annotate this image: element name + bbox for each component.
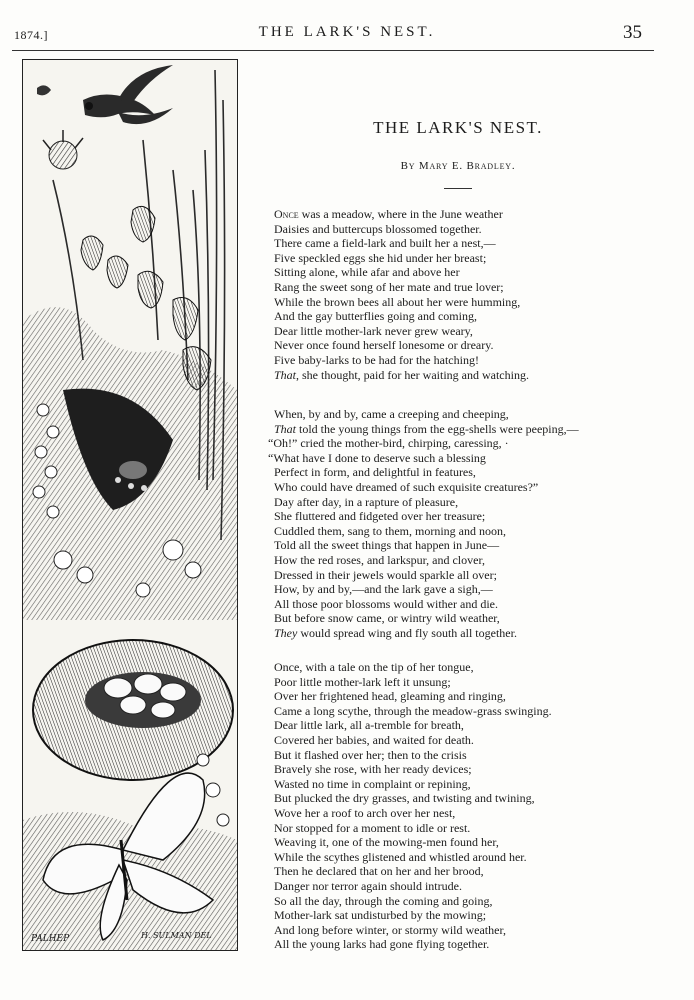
poem-line: That, she thought, paid for her waiting and watching. bbox=[274, 367, 529, 382]
poem-line: When, by and by, came a creeping and cheeping, bbox=[274, 407, 509, 421]
poem-line: Dressed in their jewels would sparkle all over; bbox=[274, 567, 497, 582]
poem-line: How the red roses, and larkspur, and clover, bbox=[274, 552, 485, 567]
running-title: THE LARK'S NEST. bbox=[258, 24, 436, 40]
poem-line: Day after day, in a rapture of pleasure, bbox=[274, 494, 459, 509]
poem-line: Dear little lark, all a-tremble for breath, bbox=[274, 718, 464, 733]
poem-line: They would spread wing and fly south all together. bbox=[274, 625, 517, 640]
poem-line: Covered her babies, and waited for death. bbox=[274, 732, 474, 747]
poem-line: Came a long scythe, through the meadow-grass swinging. bbox=[274, 703, 552, 718]
page-number: 35 bbox=[623, 22, 642, 43]
poem-line: There came a field-lark and built her a nest,— bbox=[274, 236, 496, 251]
poem-line: But plucked the dry grasses, and twisting and twining, bbox=[274, 791, 535, 806]
poem-line: Wasted no time in complaint or repining, bbox=[274, 776, 471, 791]
engraving-illustration bbox=[22, 59, 238, 951]
engraving-art bbox=[23, 60, 237, 950]
poem-line: And the gay butterflies going and coming, bbox=[274, 309, 477, 324]
poem-line: While the scythes glistened and whistled around her. bbox=[274, 849, 527, 864]
poem-line: Poor little mother-lark left it unsung; bbox=[274, 674, 451, 689]
poem-line: But before snow came, or wintry wild weather, bbox=[274, 611, 500, 626]
poem-title: THE LARK'S NEST. bbox=[373, 118, 543, 137]
poem-line: All the young larks had gone flying together. bbox=[274, 937, 490, 952]
poem-line: Once, with a tale on the tip of her tongue, bbox=[274, 660, 474, 674]
poem-line: “Oh!” cried the mother-bird, chirping, caressing, · bbox=[268, 436, 509, 451]
poem-line: “What have I done to deserve such a blessing bbox=[268, 450, 486, 465]
poem-content bbox=[248, 100, 668, 952]
stanza-2 bbox=[268, 407, 579, 641]
poem-line: While the brown bees all about her were humming, bbox=[274, 294, 521, 309]
page-header bbox=[0, 0, 694, 52]
poem-author: By Mary E. Bradley. bbox=[400, 160, 516, 172]
poem-line: All those poor blossoms would wither and die. bbox=[274, 596, 498, 611]
poem-line: Rang the sweet song of her mate and true lover; bbox=[274, 279, 504, 294]
poem-line: Perfect in form, and delightful in features, bbox=[274, 465, 476, 480]
poem-line: Wove her a roof to arch over her nest, bbox=[274, 805, 456, 820]
poem-line: Nor stopped for a moment to idle or rest. bbox=[274, 820, 471, 835]
stanza-1 bbox=[274, 207, 529, 382]
signature-right: H. SULMAN DEL bbox=[141, 931, 212, 940]
poem-line: That told the young things from the egg-shells were peeping,— bbox=[274, 421, 579, 436]
poem-line: Five speckled eggs she hid under her breast; bbox=[274, 250, 487, 265]
poem-line: Dear little mother-lark never grew weary, bbox=[274, 323, 473, 338]
poem-line: Never once found herself lonesome or dreary. bbox=[274, 338, 494, 353]
poem-line: Weaving it, one of the mowing-men found her, bbox=[274, 835, 499, 850]
poem-line: Danger nor terror again should intrude. bbox=[274, 878, 462, 893]
poem-line: And long before winter, or stormy wild weather, bbox=[274, 922, 506, 937]
poem-line: Over her frightened head, gleaming and ringing, bbox=[274, 689, 506, 704]
poem-line: Cuddled them, sang to them, morning and noon, bbox=[274, 523, 506, 538]
poem-line: She fluttered and fidgeted over her treasure; bbox=[274, 509, 486, 524]
header-date: 1874.] bbox=[14, 28, 48, 42]
poem-line: Once was a meadow, where in the June weather bbox=[274, 207, 503, 221]
poem-line: How, by and by,—and the lark gave a sigh,— bbox=[274, 582, 493, 597]
poem-line: So all the day, through the coming and going, bbox=[274, 893, 493, 908]
poem-line: Mother-lark sat undisturbed by the mowing; bbox=[274, 908, 487, 923]
poem-line: Bravely she rose, with her ready devices; bbox=[274, 762, 472, 777]
poem-line: Who could have dreamed of such exquisite creatures?” bbox=[274, 479, 539, 494]
poem-line: Then he declared that on her and her brood, bbox=[274, 864, 484, 879]
stanza-3 bbox=[274, 660, 552, 952]
poem-line: Five baby-larks to be had for the hatching! bbox=[274, 352, 479, 367]
poem-line: Told all the sweet things that happen in June— bbox=[274, 538, 500, 553]
signature-left: PALHEP bbox=[31, 934, 70, 944]
title-rule bbox=[444, 188, 472, 189]
poem-line: Daisies and buttercups blossomed together. bbox=[274, 221, 482, 236]
poem-line: Sitting alone, while afar and above her bbox=[274, 265, 460, 280]
poem-line: But it flashed over her; then to the crisis bbox=[274, 747, 467, 762]
header-rule bbox=[12, 50, 654, 51]
